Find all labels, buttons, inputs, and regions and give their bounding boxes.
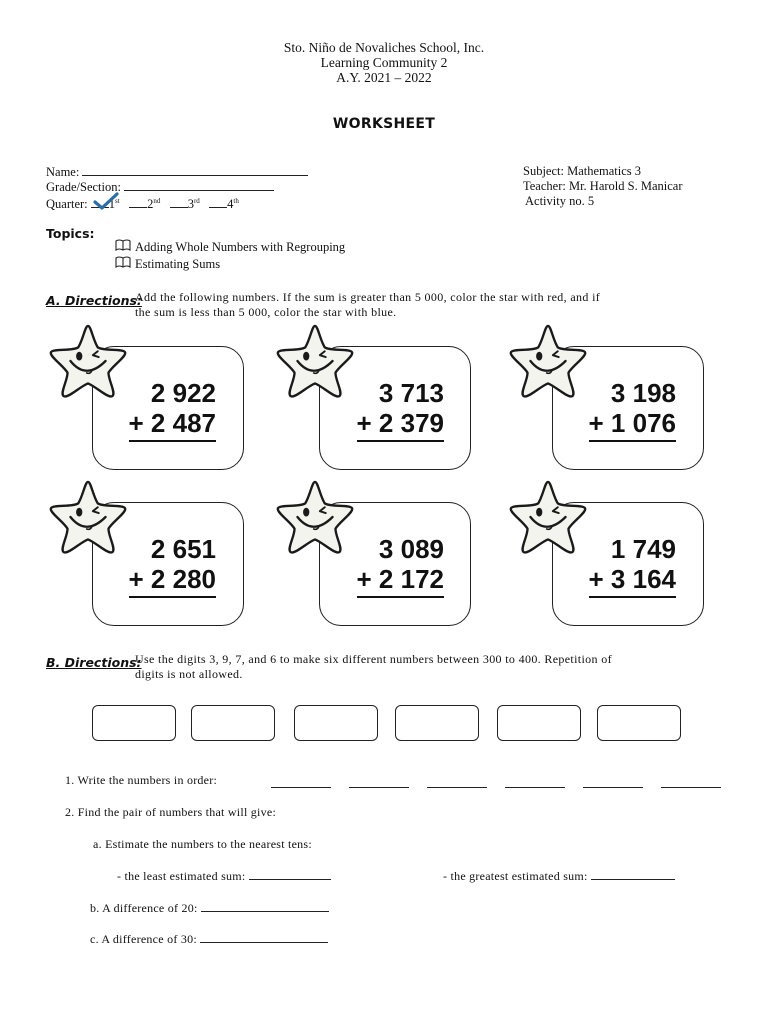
grade-row bbox=[46, 179, 274, 195]
greatest-sum-row: - the greatest estimated sum: bbox=[443, 867, 675, 884]
question-1: 1. Write the numbers in order: bbox=[65, 773, 218, 787]
section-b-label: B. Directions: bbox=[46, 655, 142, 670]
difference-20-blank[interactable] bbox=[201, 899, 329, 912]
addition-problem: 2 922 + 2 487 bbox=[66, 378, 216, 442]
grade-label: Grade/Section: bbox=[46, 180, 121, 194]
question-2c: c. A difference of 30: bbox=[90, 930, 328, 947]
quarter-option-2[interactable] bbox=[129, 196, 147, 208]
topic-item: Adding Whole Numbers with Regrouping bbox=[115, 239, 345, 255]
name-row bbox=[46, 164, 308, 180]
learning-community: Learning Community 2 bbox=[320, 55, 448, 70]
quarter-label: Quarter: bbox=[46, 197, 88, 212]
answer-box[interactable] bbox=[92, 705, 176, 741]
quarter-option-3[interactable] bbox=[170, 196, 188, 208]
difference-30-blank[interactable] bbox=[200, 930, 328, 943]
topics-label: Topics: bbox=[46, 226, 95, 241]
addition-problem: 3 089 + 2 172 bbox=[294, 534, 444, 598]
quarter-option-4[interactable] bbox=[209, 196, 227, 208]
question-2b: b. A difference of 20: bbox=[90, 899, 329, 916]
quarter-option-1[interactable] bbox=[91, 196, 109, 212]
open-book-icon bbox=[115, 256, 131, 268]
answer-box[interactable] bbox=[497, 705, 581, 741]
addition-problem: 3 198 + 1 076 bbox=[526, 378, 676, 442]
answer-box[interactable] bbox=[597, 705, 681, 741]
least-sum-blank[interactable] bbox=[249, 867, 331, 880]
topic-item: Estimating Sums bbox=[115, 256, 220, 272]
academic-year: A.Y. 2021 – 2022 bbox=[336, 70, 432, 85]
subject-text: Subject: Mathematics 3 bbox=[523, 164, 642, 178]
quarter-row: Quarter: 1st 2nd 3rd 4th bbox=[46, 194, 239, 212]
activity-text: Activity no. 5 bbox=[525, 194, 595, 208]
school-header bbox=[0, 40, 768, 85]
order-blank[interactable] bbox=[505, 775, 565, 788]
section-a-label: A. Directions: bbox=[46, 293, 142, 308]
page-title: WORKSHEET bbox=[332, 116, 436, 132]
answer-box[interactable] bbox=[294, 705, 378, 741]
question-2: 2. Find the pair of numbers that will give: bbox=[65, 805, 277, 819]
checkmark-icon bbox=[93, 192, 119, 210]
greatest-sum-blank[interactable] bbox=[591, 867, 675, 880]
answer-box[interactable] bbox=[395, 705, 479, 741]
open-book-icon bbox=[115, 239, 131, 251]
name-label: Name: bbox=[46, 165, 80, 179]
school-name: Sto. Niño de Novaliches School, Inc. bbox=[283, 40, 485, 55]
least-sum-row: - the least estimated sum: bbox=[117, 867, 331, 884]
order-blank[interactable] bbox=[661, 775, 721, 788]
answer-box[interactable] bbox=[191, 705, 275, 741]
addition-problem: 2 651 + 2 280 bbox=[66, 534, 216, 598]
addition-problem: 3 713 + 2 379 bbox=[294, 378, 444, 442]
order-blank[interactable] bbox=[427, 775, 487, 788]
name-field[interactable] bbox=[82, 164, 308, 176]
teacher-text: Teacher: Mr. Harold S. Manicar bbox=[523, 179, 683, 193]
order-blank[interactable] bbox=[271, 775, 331, 788]
question-2a: a. Estimate the numbers to the nearest tens: bbox=[93, 837, 312, 851]
order-blank[interactable] bbox=[349, 775, 409, 788]
order-blank[interactable] bbox=[583, 775, 643, 788]
section-a-directions: Add the following numbers. If the sum is greater than 5 000, color the star with red, and if the sum is less than 5 000, color the star with blue. bbox=[135, 290, 601, 319]
section-b-directions: Use the digits 3, 9, 7, and 6 to make six different numbers between 300 to 400. Repetition of digits is not allowed. bbox=[135, 652, 612, 681]
grade-field[interactable] bbox=[124, 179, 274, 191]
addition-problem: 1 749 + 3 164 bbox=[526, 534, 676, 598]
